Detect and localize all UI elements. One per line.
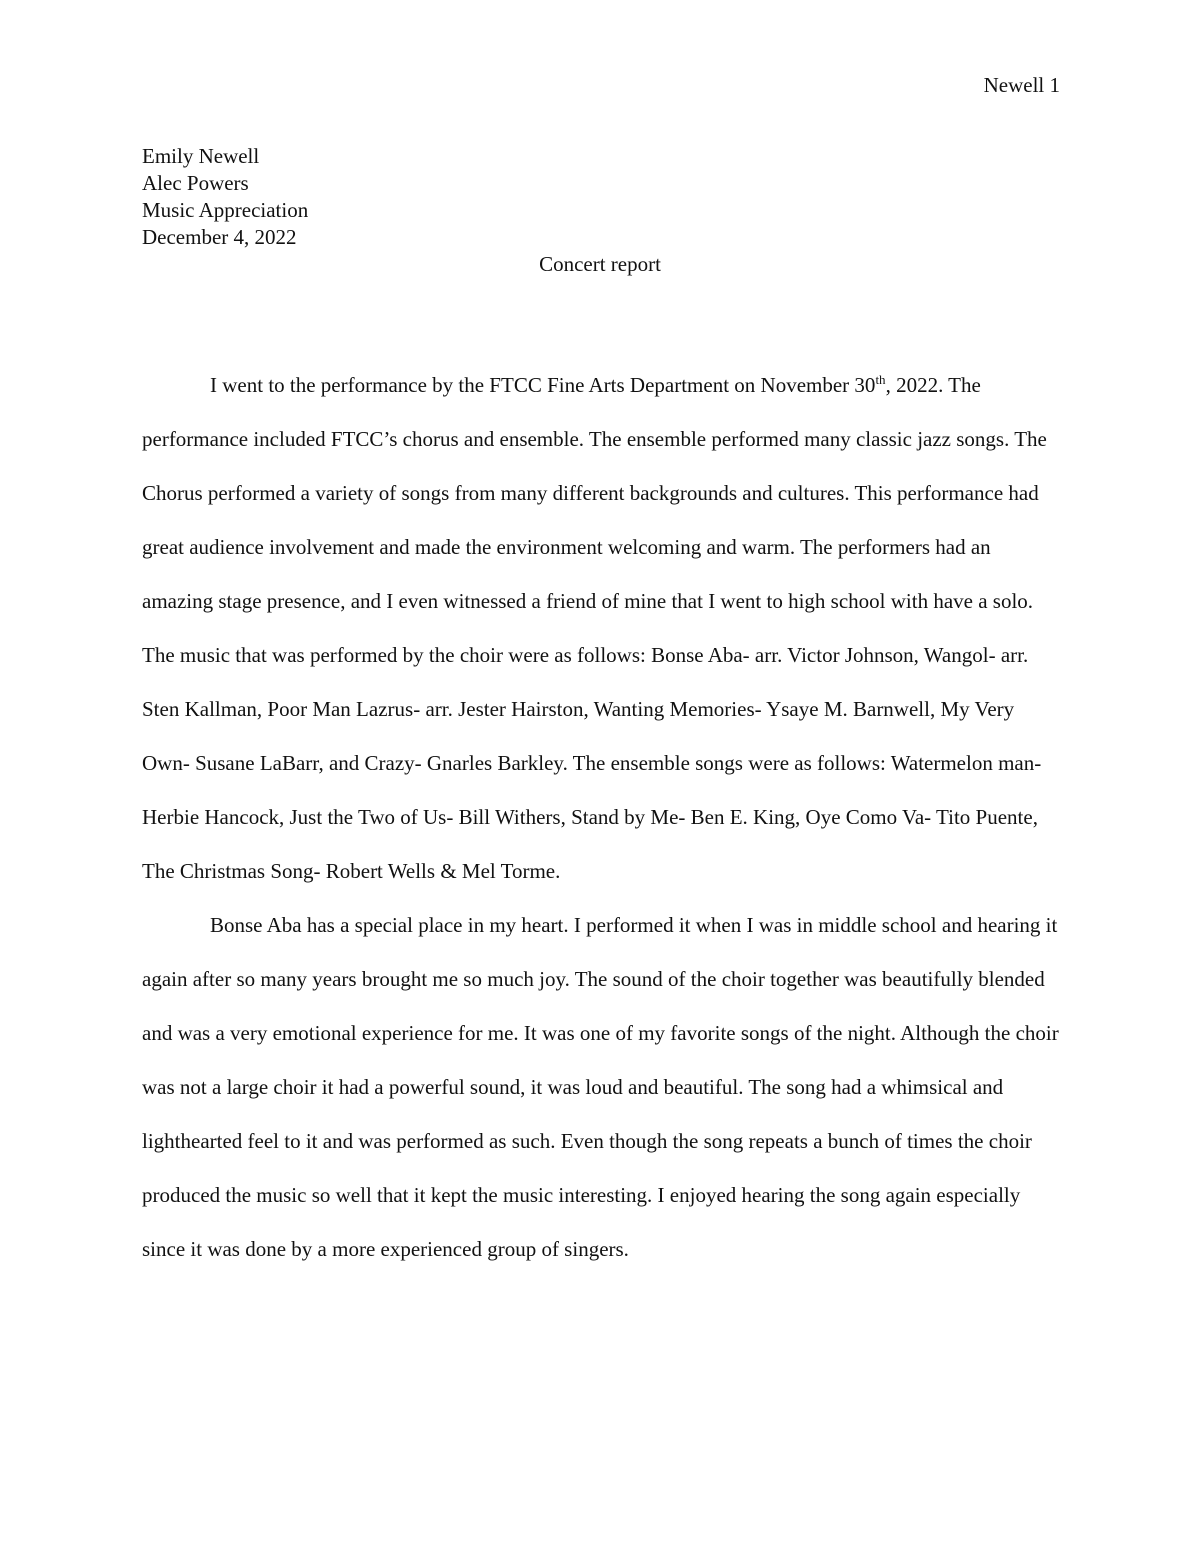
document-body — [142, 358, 1062, 1276]
paragraph-1-text-a: I went to the performance by the FTCC Fine Arts Department on November 30 — [210, 373, 876, 397]
page-header: Newell 1 — [983, 73, 1060, 97]
paragraph-2: Bonse Aba has a special place in my heart. I performed it when I was in middle school and hearing it again after so many years brought me so much joy. The sound of the choir together was beautifully blended and was a very emotional experience for me. It was one of my favorite songs of the night. Although the choir was not a large choir it had a powerful sound, it was loud and beautiful. The song had a whimsical and lighthearted feel to it and was performed as such. Even though the song repeats a bunch of times the choir produced the music so well that it kept the music interesting. I enjoyed hearing the song again especially since it was done by a more experienced group of singers. — [142, 913, 1059, 1261]
paragraph-1-text-b: , 2022. The performance included FTCC’s chorus and ensemble. The ensemble performed many classic jazz songs. The Chorus performed a variety of songs from many different backgrounds and cultures. This performance had great audience involvement and made the environment welcoming and warm. The performers had an amazing stage presence, and I even witnessed a friend of mine that I went to high school with have a solo. The music that was performed by the choir were as follows: Bonse Aba- arr. Victor Johnson, Wangol- arr. Sten Kallman, Poor Man Lazrus- arr. Jester Hairston, Wanting Memories- Ysaye M. Barnwell, My Very Own- Susane LaBarr, and Crazy- Gnarles Barkley. The ensemble songs were as follows: Watermelon man- Herbie Hancock, Just the Two of Us- Bill Withers, Stand by Me- Ben E. King, Oye Como Va- Tito Puente, The Christmas Song- Robert Wells & Mel Torme. — [142, 373, 1047, 883]
document-title: Concert report — [539, 252, 661, 276]
paragraph-1 — [142, 358, 1062, 898]
report-date: December 4, 2022 — [142, 225, 297, 249]
ordinal-superscript: th — [875, 372, 886, 387]
course-name: Music Appreciation — [142, 198, 309, 222]
student-name: Emily Newell — [142, 144, 260, 168]
instructor-name: Alec Powers — [142, 171, 249, 195]
mla-heading — [142, 143, 308, 251]
